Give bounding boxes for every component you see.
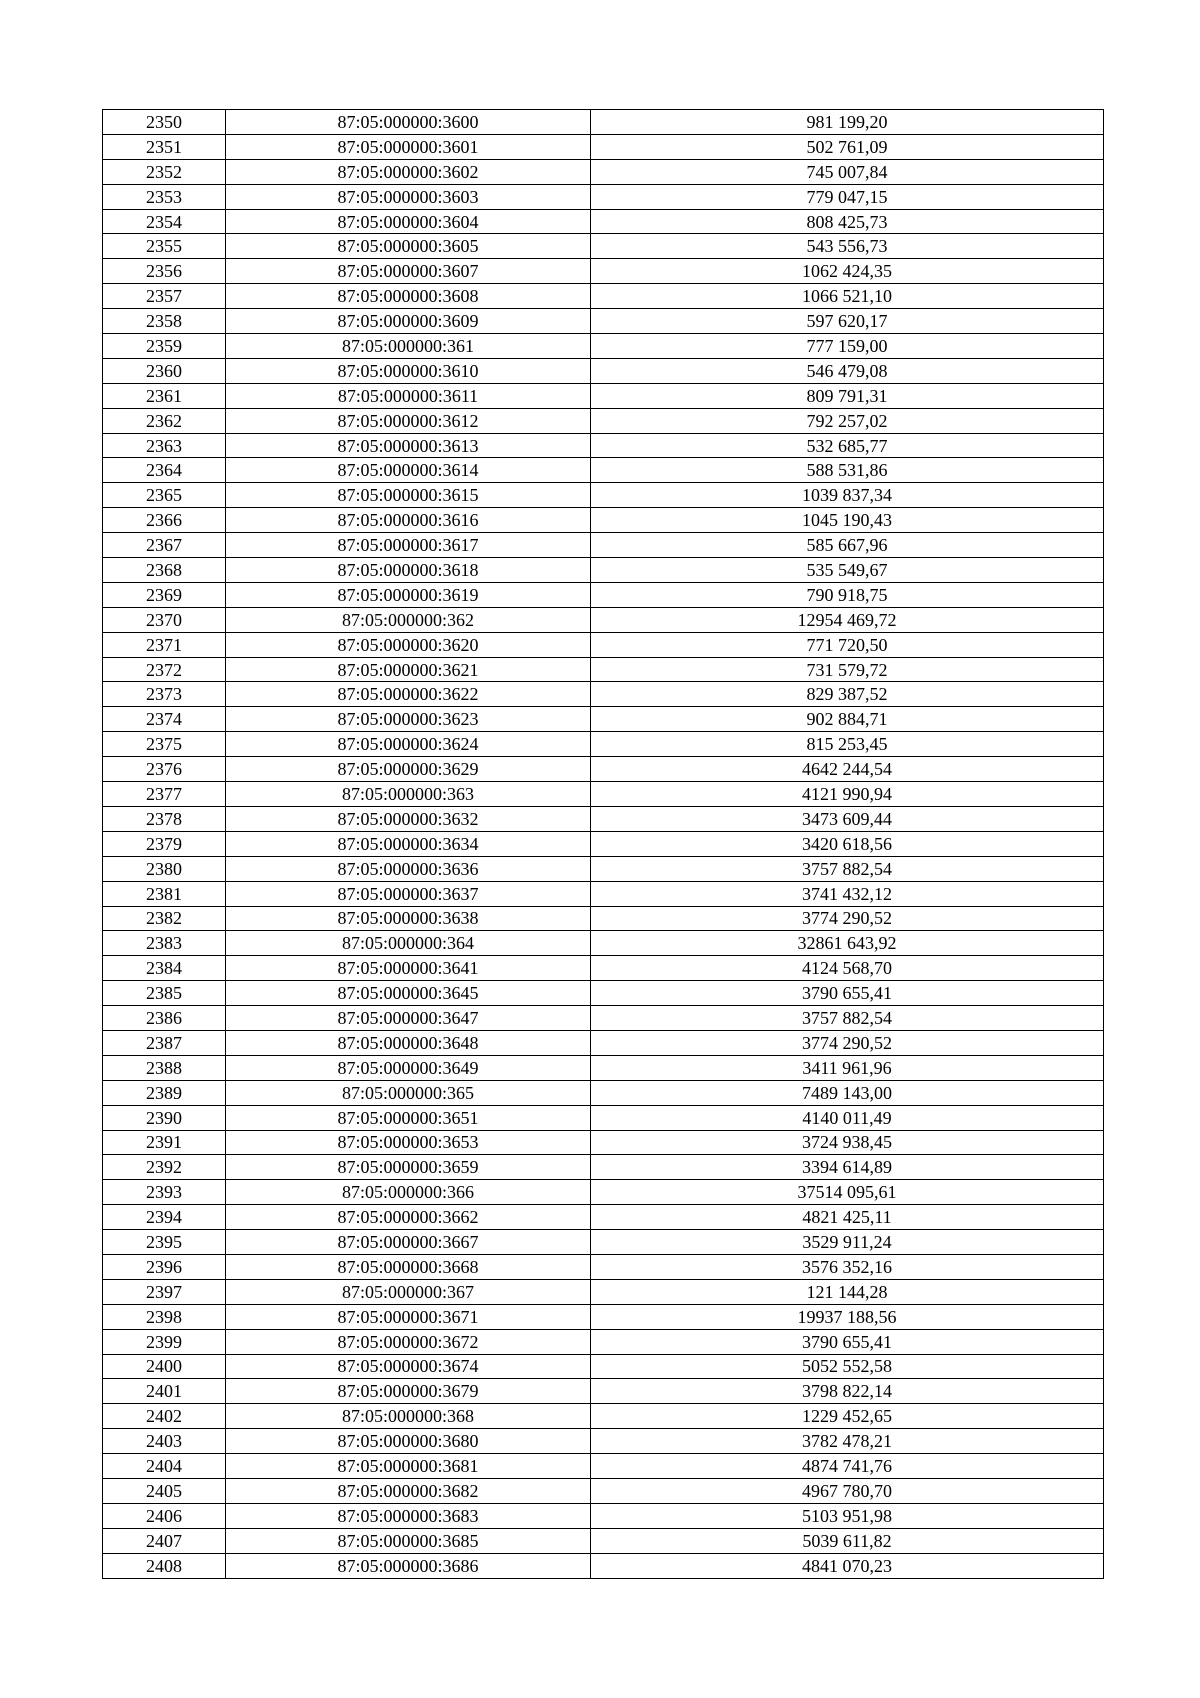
table-row [103, 906, 1104, 931]
table-row [103, 1230, 1104, 1255]
table-row [103, 632, 1104, 657]
cadastral-value-cell: 7489 143,00 [591, 1080, 1104, 1105]
table-row [103, 881, 1104, 906]
table-row [103, 483, 1104, 508]
table-row [103, 1180, 1104, 1205]
row-number-cell: 2353 [103, 184, 226, 209]
table-row [103, 383, 1104, 408]
row-number-cell: 2393 [103, 1180, 226, 1205]
cadastral-value-cell: 3782 478,21 [591, 1429, 1104, 1454]
cadastral-value-cell: 792 257,02 [591, 408, 1104, 433]
cadastral-number-cell: 87:05:000000:3685 [226, 1528, 591, 1553]
table-row [103, 1205, 1104, 1230]
table-row [103, 234, 1104, 259]
row-number-cell: 2379 [103, 831, 226, 856]
cadastral-value-cell: 1229 452,65 [591, 1404, 1104, 1429]
cadastral-number-cell: 87:05:000000:367 [226, 1279, 591, 1304]
row-number-cell: 2391 [103, 1130, 226, 1155]
cadastral-number-cell: 87:05:000000:3624 [226, 732, 591, 757]
cadastral-number-cell: 87:05:000000:3618 [226, 558, 591, 583]
cadastral-number-cell: 87:05:000000:3648 [226, 1030, 591, 1055]
table-row [103, 582, 1104, 607]
row-number-cell: 2402 [103, 1404, 226, 1429]
cadastral-value-cell: 1062 424,35 [591, 259, 1104, 284]
cadastral-value-cell: 3420 618,56 [591, 831, 1104, 856]
cadastral-value-cell: 3741 432,12 [591, 881, 1104, 906]
cadastral-number-cell: 87:05:000000:3619 [226, 582, 591, 607]
row-number-cell: 2354 [103, 209, 226, 234]
row-number-cell: 2355 [103, 234, 226, 259]
table-row [103, 259, 1104, 284]
cadastral-value-cell: 3774 290,52 [591, 1030, 1104, 1055]
cadastral-number-cell: 87:05:000000:3671 [226, 1304, 591, 1329]
row-number-cell: 2370 [103, 607, 226, 632]
cadastral-number-cell: 87:05:000000:3600 [226, 110, 591, 135]
cadastral-number-cell: 87:05:000000:3615 [226, 483, 591, 508]
row-number-cell: 2375 [103, 732, 226, 757]
table-row [103, 334, 1104, 359]
cadastral-value-cell: 532 685,77 [591, 433, 1104, 458]
row-number-cell: 2374 [103, 707, 226, 732]
table-row [103, 831, 1104, 856]
cadastral-value-cell: 3798 822,14 [591, 1379, 1104, 1404]
cadastral-value-cell: 745 007,84 [591, 159, 1104, 184]
row-number-cell: 2388 [103, 1055, 226, 1080]
cadastral-number-cell: 87:05:000000:3637 [226, 881, 591, 906]
cadastral-number-cell: 87:05:000000:362 [226, 607, 591, 632]
table-row [103, 782, 1104, 807]
row-number-cell: 2397 [103, 1279, 226, 1304]
row-number-cell: 2404 [103, 1454, 226, 1479]
table-row [103, 1279, 1104, 1304]
cadastral-value-cell: 121 144,28 [591, 1279, 1104, 1304]
cadastral-number-cell: 87:05:000000:3636 [226, 856, 591, 881]
cadastral-number-cell: 87:05:000000:3603 [226, 184, 591, 209]
table-row [103, 707, 1104, 732]
cadastral-number-cell: 87:05:000000:3617 [226, 533, 591, 558]
row-number-cell: 2394 [103, 1205, 226, 1230]
cadastral-number-cell: 87:05:000000:3601 [226, 134, 591, 159]
table-row [103, 607, 1104, 632]
table-row [103, 1130, 1104, 1155]
cadastral-value-cell: 588 531,86 [591, 458, 1104, 483]
cadastral-number-cell: 87:05:000000:3605 [226, 234, 591, 259]
cadastral-value-cell: 3529 911,24 [591, 1230, 1104, 1255]
row-number-cell: 2359 [103, 334, 226, 359]
table-row [103, 358, 1104, 383]
row-number-cell: 2357 [103, 284, 226, 309]
row-number-cell: 2400 [103, 1354, 226, 1379]
cadastral-value-cell: 4121 990,94 [591, 782, 1104, 807]
table-row [103, 1404, 1104, 1429]
row-number-cell: 2365 [103, 483, 226, 508]
cadastral-value-cell: 4642 244,54 [591, 757, 1104, 782]
cadastral-value-cell: 4967 780,70 [591, 1478, 1104, 1503]
cadastral-value-cell: 1066 521,10 [591, 284, 1104, 309]
cadastral-value-cell: 4124 568,70 [591, 956, 1104, 981]
row-number-cell: 2350 [103, 110, 226, 135]
cadastral-value-cell: 597 620,17 [591, 309, 1104, 334]
table-row [103, 1454, 1104, 1479]
table-row [103, 1155, 1104, 1180]
cadastral-value-cell: 5052 552,58 [591, 1354, 1104, 1379]
table-row [103, 956, 1104, 981]
cadastral-value-cell: 4821 425,11 [591, 1205, 1104, 1230]
row-number-cell: 2377 [103, 782, 226, 807]
cadastral-value-cell: 535 549,67 [591, 558, 1104, 583]
row-number-cell: 2406 [103, 1503, 226, 1528]
row-number-cell: 2373 [103, 682, 226, 707]
cadastral-value-cell: 777 159,00 [591, 334, 1104, 359]
cadastral-value-cell: 3757 882,54 [591, 1006, 1104, 1031]
row-number-cell: 2385 [103, 981, 226, 1006]
cadastral-number-cell: 87:05:000000:364 [226, 931, 591, 956]
cadastral-number-cell: 87:05:000000:3682 [226, 1478, 591, 1503]
cadastral-number-cell: 87:05:000000:3632 [226, 806, 591, 831]
cadastral-number-cell: 87:05:000000:368 [226, 1404, 591, 1429]
cadastral-value-cell: 585 667,96 [591, 533, 1104, 558]
row-number-cell: 2361 [103, 383, 226, 408]
row-number-cell: 2384 [103, 956, 226, 981]
table-row [103, 1429, 1104, 1454]
cadastral-value-cell: 3394 614,89 [591, 1155, 1104, 1180]
cadastral-number-cell: 87:05:000000:3602 [226, 159, 591, 184]
table-row [103, 757, 1104, 782]
table-row [103, 408, 1104, 433]
row-number-cell: 2366 [103, 508, 226, 533]
cadastral-value-cell: 5039 611,82 [591, 1528, 1104, 1553]
cadastral-number-cell: 87:05:000000:3681 [226, 1454, 591, 1479]
table-row [103, 1528, 1104, 1553]
cadastral-value-cell: 809 791,31 [591, 383, 1104, 408]
table-row [103, 981, 1104, 1006]
table-row [103, 1055, 1104, 1080]
table-row [103, 110, 1104, 135]
table-row [103, 1354, 1104, 1379]
row-number-cell: 2395 [103, 1230, 226, 1255]
cadastral-value-cell: 4841 070,23 [591, 1553, 1104, 1578]
cadastral-number-cell: 87:05:000000:3629 [226, 757, 591, 782]
table-row [103, 1080, 1104, 1105]
cadastral-number-cell: 87:05:000000:3614 [226, 458, 591, 483]
row-number-cell: 2369 [103, 582, 226, 607]
row-number-cell: 2364 [103, 458, 226, 483]
table-row [103, 309, 1104, 334]
cadastral-number-cell: 87:05:000000:3653 [226, 1130, 591, 1155]
cadastral-number-cell: 87:05:000000:3622 [226, 682, 591, 707]
table-row [103, 1105, 1104, 1130]
cadastral-number-cell: 87:05:000000:3641 [226, 956, 591, 981]
row-number-cell: 2382 [103, 906, 226, 931]
row-number-cell: 2378 [103, 806, 226, 831]
cadastral-number-cell: 87:05:000000:366 [226, 1180, 591, 1205]
cadastral-number-cell: 87:05:000000:3616 [226, 508, 591, 533]
cadastral-value-cell: 3757 882,54 [591, 856, 1104, 881]
cadastral-value-cell: 981 199,20 [591, 110, 1104, 135]
table-row [103, 433, 1104, 458]
cadastral-value-cell: 1045 190,43 [591, 508, 1104, 533]
table-row [103, 558, 1104, 583]
cadastral-value-table [102, 109, 1104, 1579]
row-number-cell: 2362 [103, 408, 226, 433]
cadastral-number-cell: 87:05:000000:3607 [226, 259, 591, 284]
row-number-cell: 2376 [103, 757, 226, 782]
cadastral-value-cell: 3790 655,41 [591, 1329, 1104, 1354]
table-row [103, 533, 1104, 558]
cadastral-number-cell: 87:05:000000:3612 [226, 408, 591, 433]
cadastral-value-cell: 808 425,73 [591, 209, 1104, 234]
row-number-cell: 2352 [103, 159, 226, 184]
row-number-cell: 2372 [103, 657, 226, 682]
cadastral-number-cell: 87:05:000000:3662 [226, 1205, 591, 1230]
cadastral-number-cell: 87:05:000000:3683 [226, 1503, 591, 1528]
cadastral-value-cell: 1039 837,34 [591, 483, 1104, 508]
table-row [103, 284, 1104, 309]
row-number-cell: 2405 [103, 1478, 226, 1503]
cadastral-number-cell: 87:05:000000:363 [226, 782, 591, 807]
cadastral-number-cell: 87:05:000000:3638 [226, 906, 591, 931]
table-row [103, 1030, 1104, 1055]
table-row [103, 184, 1104, 209]
cadastral-value-cell: 3576 352,16 [591, 1254, 1104, 1279]
table-row [103, 1006, 1104, 1031]
cadastral-value-cell: 3411 961,96 [591, 1055, 1104, 1080]
cadastral-number-cell: 87:05:000000:3621 [226, 657, 591, 682]
table-body [103, 110, 1104, 1579]
cadastral-value-cell: 543 556,73 [591, 234, 1104, 259]
table-row [103, 1553, 1104, 1578]
row-number-cell: 2367 [103, 533, 226, 558]
cadastral-value-cell: 502 761,09 [591, 134, 1104, 159]
cadastral-number-cell: 87:05:000000:3608 [226, 284, 591, 309]
row-number-cell: 2401 [103, 1379, 226, 1404]
cadastral-number-cell: 87:05:000000:3680 [226, 1429, 591, 1454]
cadastral-value-cell: 4140 011,49 [591, 1105, 1104, 1130]
cadastral-value-cell: 19937 188,56 [591, 1304, 1104, 1329]
table-row [103, 209, 1104, 234]
row-number-cell: 2383 [103, 931, 226, 956]
cadastral-number-cell: 87:05:000000:3623 [226, 707, 591, 732]
cadastral-number-cell: 87:05:000000:3634 [226, 831, 591, 856]
cadastral-value-cell: 3473 609,44 [591, 806, 1104, 831]
cadastral-number-cell: 87:05:000000:3659 [226, 1155, 591, 1180]
cadastral-value-cell: 3774 290,52 [591, 906, 1104, 931]
row-number-cell: 2368 [103, 558, 226, 583]
table-row [103, 1478, 1104, 1503]
row-number-cell: 2371 [103, 632, 226, 657]
cadastral-number-cell: 87:05:000000:3610 [226, 358, 591, 383]
cadastral-number-cell: 87:05:000000:3649 [226, 1055, 591, 1080]
table-row [103, 134, 1104, 159]
cadastral-value-cell: 37514 095,61 [591, 1180, 1104, 1205]
cadastral-number-cell: 87:05:000000:365 [226, 1080, 591, 1105]
table-row [103, 458, 1104, 483]
cadastral-value-cell: 771 720,50 [591, 632, 1104, 657]
cadastral-number-cell: 87:05:000000:3668 [226, 1254, 591, 1279]
cadastral-value-cell: 3724 938,45 [591, 1130, 1104, 1155]
cadastral-number-cell: 87:05:000000:3604 [226, 209, 591, 234]
cadastral-number-cell: 87:05:000000:3645 [226, 981, 591, 1006]
table-row [103, 1329, 1104, 1354]
cadastral-number-cell: 87:05:000000:361 [226, 334, 591, 359]
cadastral-value-cell: 779 047,15 [591, 184, 1104, 209]
table-row [103, 856, 1104, 881]
table-row [103, 806, 1104, 831]
row-number-cell: 2392 [103, 1155, 226, 1180]
cadastral-number-cell: 87:05:000000:3651 [226, 1105, 591, 1130]
table-row [103, 1304, 1104, 1329]
cadastral-number-cell: 87:05:000000:3620 [226, 632, 591, 657]
row-number-cell: 2390 [103, 1105, 226, 1130]
cadastral-value-cell: 3790 655,41 [591, 981, 1104, 1006]
cadastral-number-cell: 87:05:000000:3672 [226, 1329, 591, 1354]
row-number-cell: 2407 [103, 1528, 226, 1553]
cadastral-value-cell: 731 579,72 [591, 657, 1104, 682]
row-number-cell: 2380 [103, 856, 226, 881]
row-number-cell: 2360 [103, 358, 226, 383]
cadastral-value-cell: 12954 469,72 [591, 607, 1104, 632]
table-row [103, 1379, 1104, 1404]
cadastral-value-cell: 32861 643,92 [591, 931, 1104, 956]
table-row [103, 682, 1104, 707]
cadastral-value-cell: 546 479,08 [591, 358, 1104, 383]
cadastral-number-cell: 87:05:000000:3686 [226, 1553, 591, 1578]
table-row [103, 508, 1104, 533]
table-row [103, 657, 1104, 682]
cadastral-number-cell: 87:05:000000:3667 [226, 1230, 591, 1255]
row-number-cell: 2363 [103, 433, 226, 458]
cadastral-number-cell: 87:05:000000:3647 [226, 1006, 591, 1031]
cadastral-number-cell: 87:05:000000:3609 [226, 309, 591, 334]
row-number-cell: 2381 [103, 881, 226, 906]
row-number-cell: 2356 [103, 259, 226, 284]
row-number-cell: 2396 [103, 1254, 226, 1279]
table-row [103, 732, 1104, 757]
cadastral-number-cell: 87:05:000000:3613 [226, 433, 591, 458]
cadastral-value-cell: 815 253,45 [591, 732, 1104, 757]
row-number-cell: 2387 [103, 1030, 226, 1055]
cadastral-value-cell: 4874 741,76 [591, 1454, 1104, 1479]
cadastral-value-cell: 5103 951,98 [591, 1503, 1104, 1528]
row-number-cell: 2398 [103, 1304, 226, 1329]
row-number-cell: 2386 [103, 1006, 226, 1031]
cadastral-number-cell: 87:05:000000:3679 [226, 1379, 591, 1404]
cadastral-value-cell: 902 884,71 [591, 707, 1104, 732]
row-number-cell: 2403 [103, 1429, 226, 1454]
row-number-cell: 2389 [103, 1080, 226, 1105]
row-number-cell: 2399 [103, 1329, 226, 1354]
cadastral-value-cell: 829 387,52 [591, 682, 1104, 707]
row-number-cell: 2408 [103, 1553, 226, 1578]
row-number-cell: 2351 [103, 134, 226, 159]
table-row [103, 1254, 1104, 1279]
cadastral-number-cell: 87:05:000000:3611 [226, 383, 591, 408]
table-row [103, 159, 1104, 184]
table-row [103, 931, 1104, 956]
cadastral-value-cell: 790 918,75 [591, 582, 1104, 607]
table-row [103, 1503, 1104, 1528]
cadastral-number-cell: 87:05:000000:3674 [226, 1354, 591, 1379]
row-number-cell: 2358 [103, 309, 226, 334]
